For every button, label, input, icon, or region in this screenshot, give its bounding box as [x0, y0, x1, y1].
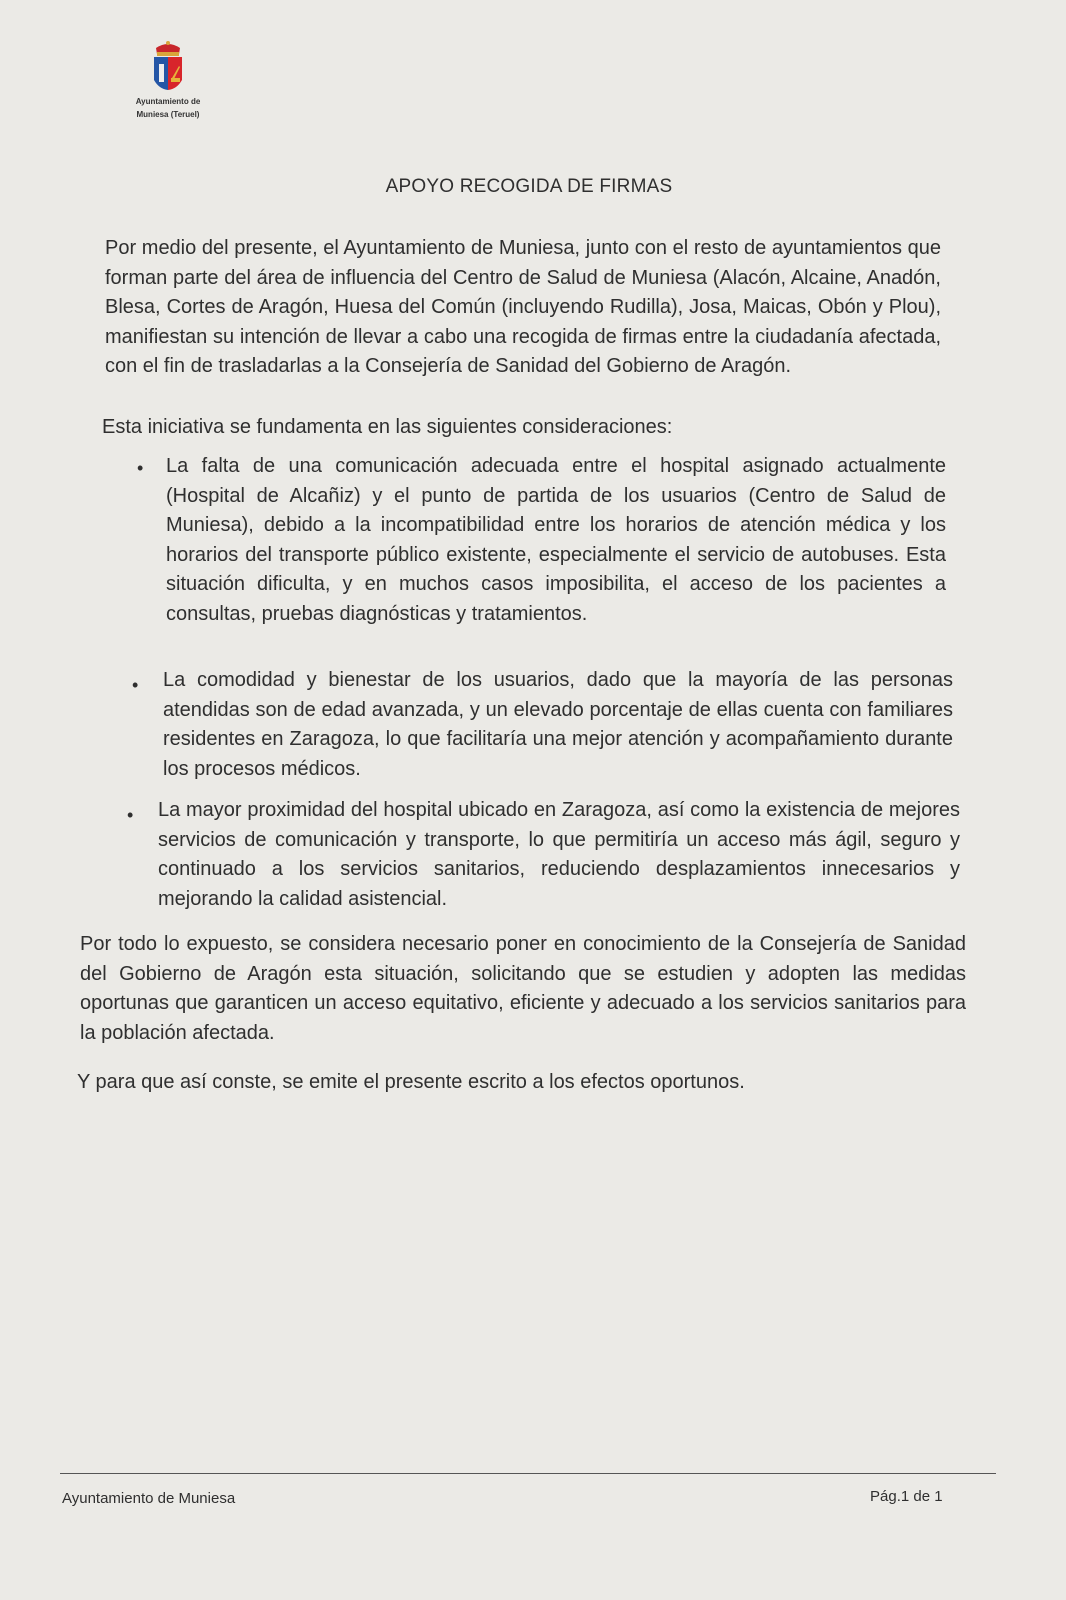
header-logo	[118, 40, 218, 120]
bullet-item-3: La mayor proximidad del hospital ubicado en Zaragoza, así como la existencia de mejores servicios de comunicación y transporte, lo que permitiría un acceso más ágil, seguro y continuado a los servicios sanitarios, reduciendo desplazamientos innecesarios y mejorando la calidad asistencial.	[158, 799, 960, 910]
logo-text-line2: Muniesa (Teruel)	[136, 110, 200, 119]
footer-page-number: Pág.1 de 1	[870, 1488, 943, 1505]
intro-paragraph: Por medio del presente, el Ayuntamiento de Muniesa, junto con el resto de ayuntamientos que forman parte del área de influencia del Centro de Salud de Muniesa (Alacón, Alcaine, Anadón, Blesa, Cortes de Aragón, Huesa del Común (incluyendo Rudilla), Josa, Maicas, Obón y Plou), manifiestan su intención de llevar a cabo una recogida de firmas entre la ciudadanía afectada, con el fin de trasladarlas a la Consejería de Sanidad del Gobierno de Aragón.	[105, 237, 941, 377]
closing-paragraph: Y para que así conste, se emite el presente escrito a los efectos oportunos.	[77, 1071, 745, 1093]
document-title	[0, 176, 1066, 198]
logo-text-line1: Ayuntamiento de	[135, 97, 201, 106]
bullet-item-1: La falta de una comunicación adecuada entre el hospital asignado actualmente (Hospital de Alcañiz) y el punto de partida de los usuarios (Centro de Salud de Muniesa), debido a la incompatibilidad entre los horarios de atención médica y los horarios del transporte público existente, especialmente el servicio de autobuses. Esta situación dificulta, y en muchos casos imposibilita, el acceso de los pacientes a consultas, pruebas diagnósticas y tratamientos.	[166, 455, 946, 625]
footer-organization: Ayuntamiento de Muniesa	[62, 1490, 236, 1507]
lead-paragraph: Esta iniciativa se fundamenta en las siguientes consideraciones:	[102, 416, 673, 438]
bullet-marker: •	[127, 805, 134, 825]
footer-divider	[60, 1473, 996, 1474]
bullet-item-2: La comodidad y bienestar de los usuarios, dado que la mayoría de las personas atendidas son de edad avanzada, y un elevado porcentaje de ellas cuenta con familiares residentes en Zaragoza, lo que facilitaría una mejor atención y acompañamiento durante los procesos médicos.	[163, 669, 953, 780]
coat-of-arms-icon	[151, 40, 185, 94]
conclusion-paragraph: Por todo lo expuesto, se considera necesario poner en conocimiento de la Consejería de Sanidad del Gobierno de Aragón esta situación, solicitando que se estudien y adopten las medidas oportunas que garanticen un acceso equitativo, eficiente y adecuado a los servicios sanitarios para la población afectada.	[80, 933, 966, 1044]
bullet-marker: •	[137, 458, 144, 478]
bullet-marker: •	[132, 675, 139, 695]
title-text: APOYO RECOGIDA DE FIRMAS	[385, 176, 673, 197]
